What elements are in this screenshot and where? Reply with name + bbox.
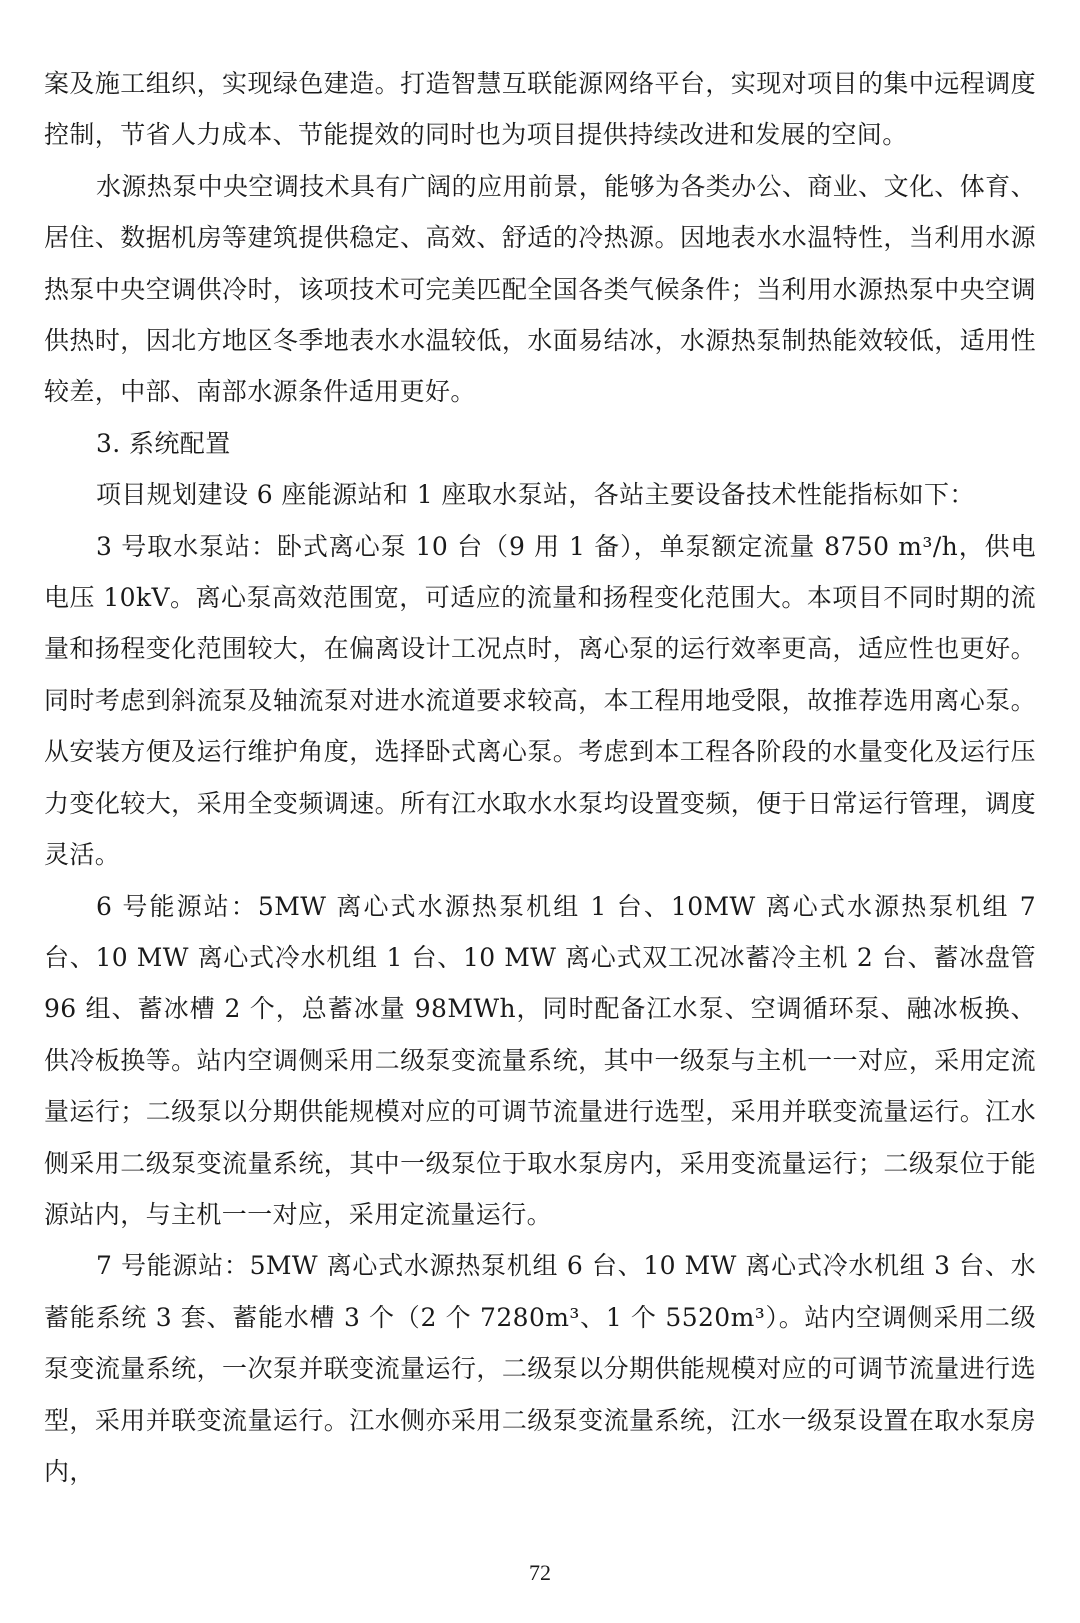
paragraph-continuation: 案及施工组织，实现绿色建造。打造智慧互联能源网络平台，实现对项目的集中远程调度控制，节省人力成本、节能提效的同时也为项目提供持续改进和发展的空间。 [44, 69, 1036, 150]
paragraph-pump-station-3: 3 号取水泵站：卧式离心泵 10 台（9 用 1 备），单泵额定流量 8750 m³/h，供电电压 10kV。离心泵高效范围宽，可适应的流量和扬程变化范围大。本项目不同时期的流量和扬程变化范围较大，在偏离设计工况点时，离心泵的运行效率更高，适应性也更好。同时考虑到斜流泵及轴流泵对进水流道要求较高，本工程用地受限，故推荐选用离心泵。从安装方便及运行维护角度，选择卧式离心泵。考虑到本工程各阶段的水量变化及运行压力变化较大，采用全变频调速。所有江水取水水泵均设置变频，便于日常运行管理，调度灵活。 [44, 531, 1036, 870]
document-body [44, 58, 1036, 1497]
paragraph-energy-station-7: 7 号能源站：5MW 离心式水源热泵机组 6 台、10 MW 离心式冷水机组 3 台、水蓄能系统 3 套、蓄能水槽 3 个（2 个 7280m³、1 个 5520m³）。站内空调侧采用二级泵变流量系统，一次泵并联变流量运行，二级泵以分期供能规模对应的可调节流量进行选型，采用并联变流量运行。江水侧亦采用二级泵变流量系统，江水一级泵设置在取水泵房内， [44, 1251, 1036, 1486]
page-number: 72 [529, 1560, 551, 1585]
paragraph-project-plan: 项目规划建设 6 座能源站和 1 座取水泵站，各站主要设备技术性能指标如下： [96, 480, 975, 510]
section-heading-system-config: 3. 系统配置 [96, 428, 231, 458]
paragraph-energy-station-6: 6 号能源站：5MW 离心式水源热泵机组 1 台、10MW 离心式水源热泵机组 7 台、10 MW 离心式冷水机组 1 台、10 MW 离心式双工况冰蓄冷主机 2 台、蓄冰盘管 96 组、蓄冰槽 2 个，总蓄冰量 98MWh，同时配备江水泵、空调循环泵、融冰板换、供冷板换等。站内空调侧采用二级泵变流量系统，其中一级泵与主机一一对应，采用定流量运行；二级泵以分期供能规模对应的可调节流量进行选型，采用并联变流量运行。江水侧采用二级泵变流量系统，其中一级泵位于取水泵房内，采用变流量运行；二级泵位于能源站内，与主机一一对应，采用定流量运行。 [44, 891, 1036, 1229]
paragraph-water-source-heat-pump: 水源热泵中央空调技术具有广阔的应用前景，能够为各类办公、商业、文化、体育、居住、数据机房等建筑提供稳定、高效、舒适的冷热源。因地表水水温特性，当利用水源热泵中央空调供冷时，该项技术可完美匹配全国各类气候条件；当利用水源热泵中央空调供热时，因北方地区冬季地表水水温较低，水面易结冰，水源热泵制热能效较低，适用性较差，中部、南部水源条件适用更好。 [44, 171, 1036, 407]
